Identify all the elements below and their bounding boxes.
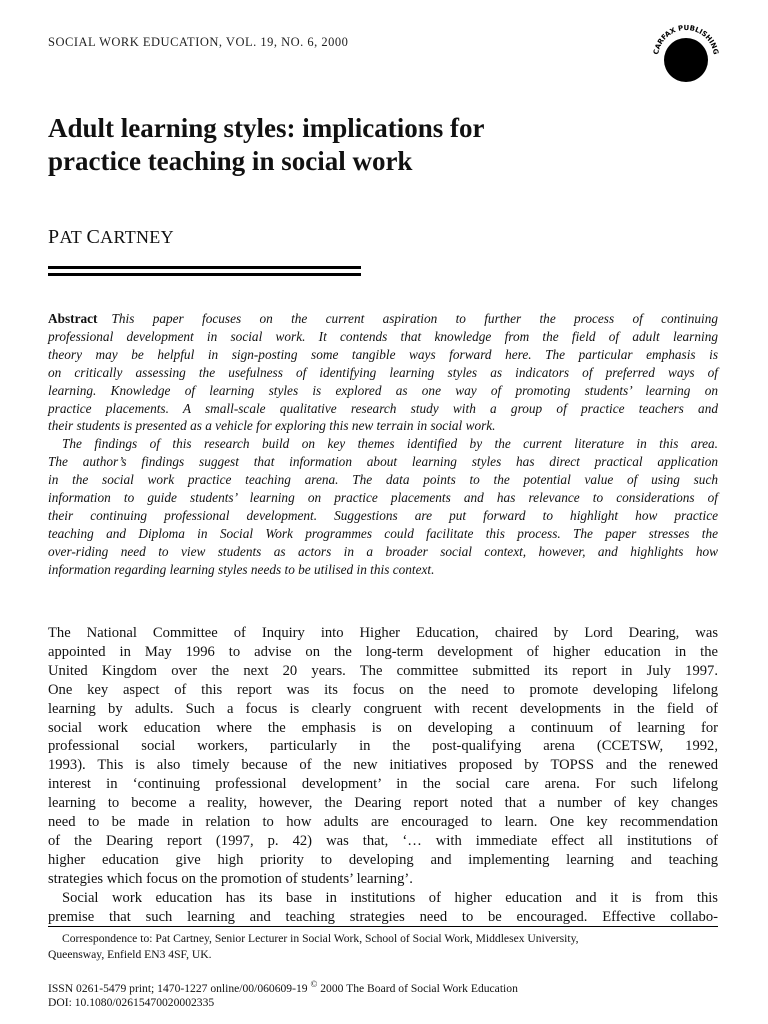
abstract [48, 310, 718, 579]
abstract-label: Abstract [48, 311, 98, 326]
body-line: need to be made in relation to how adults are encouraged to learn. One key recommendation [48, 814, 718, 831]
abstract-line: The findings of this research build on key themes identified by the current literature in this area. [62, 436, 718, 452]
issn-line: ISSN 0261-5479 print; 1470-1227 online/00/060609-19 © 2000 The Board of Social Work Education [48, 979, 518, 995]
abstract-line: theory may be helpful in sign-posting some tangible ways forward here. The particular emphasis is [48, 346, 718, 362]
abstract-line: information regarding learning styles needs to be utilised in this context. [48, 561, 435, 577]
correspondence-note [48, 931, 718, 963]
abstract-line: teaching and Diploma in Social Work programmes could facilitate this process. The paper stresses the [48, 525, 718, 541]
copyright-symbol: © [310, 979, 318, 989]
body-text [48, 624, 718, 927]
abstract-line: their students is presented as a vehicle for exploring this new terrain in social work. [48, 418, 496, 434]
body-line: United Kingdom over the next 20 years. The committee submitted its report in July 1997. [48, 662, 718, 679]
correspondence-line: Queensway, Enfield EN3 4SF, UK. [48, 948, 212, 961]
author-name: PAT CARTNEY [48, 226, 174, 248]
body-line: 1993). This is also timely because of the new initiatives proposed by TOPSS and the renewed [48, 757, 718, 774]
abstract-line: their continuing professional development. Suggestions are put forward to highlight how practice [48, 507, 718, 523]
journal-header: SOCIAL WORK EDUCATION, VOL. 19, NO. 6, 2000 [48, 35, 349, 49]
body-line: social work education where the emphasis is on developing a continuum of learning for [48, 719, 718, 736]
paper-page [48, 0, 718, 1024]
abstract-line: information to guide students’ learning on practice placements and has relevance to considerations of [48, 490, 718, 506]
title-line-2: practice teaching in social work [48, 146, 413, 176]
body-line: learning by adults. Such a focus is clearly congruent with recent developments in the field of [48, 700, 718, 717]
body-line: of the Dearing report (1997, p. 42) was that, ‘… with immediate effect all institutions of [48, 832, 718, 849]
body-line: learning to become a reality, however, the Dearing report noted that a number of key changes [48, 795, 718, 812]
abstract-line: Abstract This paper focuses on the current aspiration to further the process of continuing [48, 311, 718, 326]
footnote-divider [48, 926, 718, 927]
body-line: higher education give high priority to developing and implementing learning and teaching [48, 851, 718, 868]
abstract-line: professional development in social work. It contends that knowledge from the field of adult learning [48, 328, 718, 344]
paper-title [48, 112, 688, 178]
body-line: premise that such learning and teaching strategies need to be encouraged. Effective collabo- [48, 908, 718, 925]
title-line-1: Adult learning styles: implications for [48, 113, 485, 143]
abstract-line: The author’s findings suggest that information about learning styles has direct practical application [48, 454, 718, 470]
logo-text: CARFAX PUBLISHING [652, 23, 720, 56]
abstract-line: in the social work practice teaching arena. The data points to the potential value of using such [48, 472, 718, 488]
body-line: appointed in May 1996 to advise on the long-term development of higher education in the [48, 643, 718, 660]
abstract-line: on critically assessing the usefulness of identifying learning styles as indicators of preferred ways of [48, 364, 718, 380]
carfax-publisher-seal-icon [650, 22, 722, 94]
body-line: Social work education has its base in institutions of higher education and it is from this [62, 889, 718, 906]
body-line: The National Committee of Inquiry into Higher Education, chaired by Lord Dearing, was [48, 625, 718, 641]
body-line: One key aspect of this report was its focus on the need to promote developing lifelong [48, 681, 718, 698]
title-rule-upper [48, 266, 361, 269]
publication-identifiers [48, 977, 718, 1011]
abstract-line: practice placements. A small-scale qualitative research study with a group of practice teachers and [48, 400, 718, 416]
correspondence-line: Correspondence to: Pat Cartney, Senior Lecturer in Social Work, School of Social Work, Middlesex University, [62, 932, 579, 945]
body-line: strategies which focus on the promotion of students’ learning’. [48, 870, 413, 887]
title-rule-lower [48, 273, 361, 276]
body-line: interest in ‘continuing professional development’ in the social care arena. For such lifelong [48, 776, 718, 793]
abstract-line: learning. Knowledge of learning styles is explored as one way of promoting students’ learning on [48, 382, 718, 398]
abstract-line: over-riding need to view students as actors in a broader social context, however, and highlights how [48, 543, 718, 559]
doi-line: DOI: 10.1080/02615470020002335 [48, 996, 215, 1010]
body-line: professional social workers, particularly in the post-qualifying arena (CCETSW, 1992, [48, 738, 718, 755]
